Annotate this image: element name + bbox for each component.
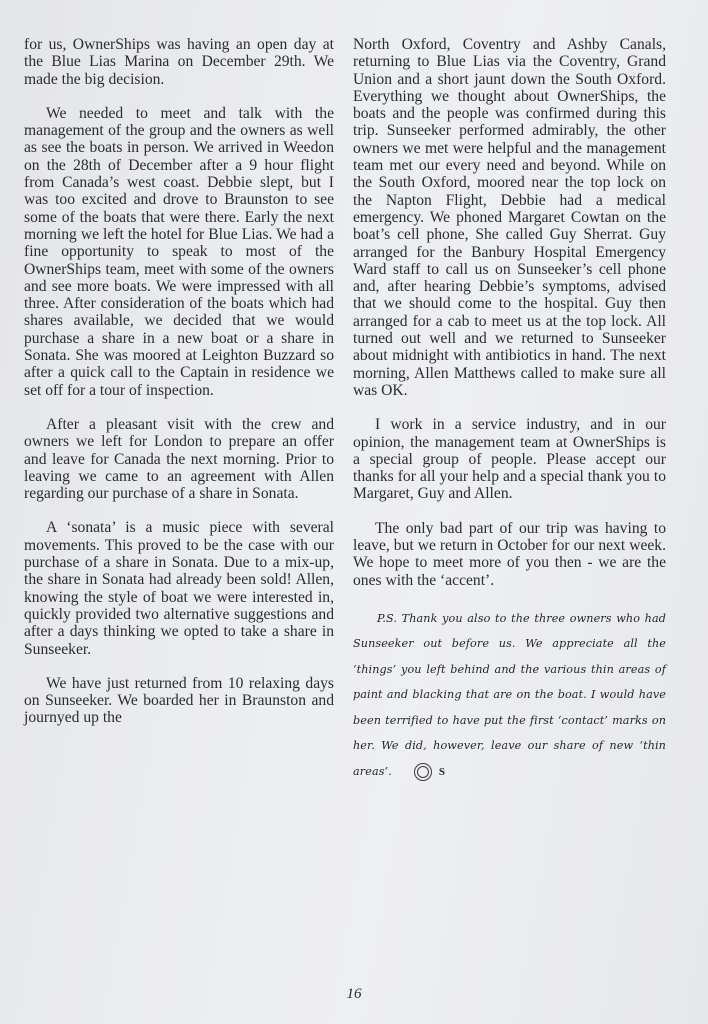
right-paragraph-3: The only bad part of our trip was having to leave, but we return in October for our next week. We hope to meet more of you then - we are the ones with the ‘accent’. <box>353 519 666 589</box>
sunseeker-logo-icon: S <box>414 763 432 781</box>
left-paragraph-3: After a pleasant visit with the crew and owners we left for London to prepare an offer and leave for Canada the next morning. Prior to leaving we came to an agreement with Allen regarding our purchase of a share in Sonata. <box>24 415 334 503</box>
left-column <box>24 36 334 744</box>
postscript-note <box>353 606 666 785</box>
right-column <box>353 36 666 801</box>
right-paragraph-1: North Oxford, Coventry and Ashby Canals, returning to Blue Lias via the Coventry, Grand Union and a short jaunt down the South Oxford. Everything we thought about OwnerShips, the boats and the people was confirmed during this trip. Sunseeker performed admirably, the other owners we met were helpful and the management team met our every need and beyond. While on the South Oxford, moored near the top lock on the Napton Flight, Debbie had a medical emergency. We phoned Margaret Cowtan on the boat’s cell phone, She called Guy Sherrat. Guy arranged for the Banbury Hospital Emergency Ward staff to call us on Sunseeker’s cell phone and, after hearing Debbie’s symptoms, advised that we should come to the hospital. Guy then arranged for a cab to meet us at the top lock. All turned out well and we returned to Sunseeker about midnight with antibiotics in hand. The next morning, Allen Matthews called to make sure all was OK. <box>353 36 666 399</box>
right-paragraph-2: I work in a service industry, and in our opinion, the management team at OwnerShips is a special group of people. Please accept our thanks for all your help and a special thank you to Margaret, Guy and Allen. <box>353 416 666 503</box>
postscript-text: P.S. Thank you also to the three owners who had Sunseeker out before us. We appreciate all the ‘things’ you left behind and the various thin areas of paint and blacking that are on the boat. I would have been terrified to have put the first ‘contact’ marks on her. We did, however, leave our share of new ‘thin areas’. <box>353 611 666 778</box>
page-number: 16 <box>346 986 362 1002</box>
left-paragraph-4: A ‘sonata’ is a music piece with several movements. This proved to be the case with our purchase of a share in Sonata. Due to a mix-up, the share in Sonata had already been sold! Allen, knowing the style of boat we were interested in, quickly provided two alternative suggestions and after a days thinking we opted to take a share in Sunseeker. <box>24 519 334 658</box>
left-paragraph-5: We have just returned from 10 relaxing days on Sunseeker. We boarded her in Braunston and journyed up the <box>24 674 334 727</box>
left-paragraph-2: We needed to meet and talk with the management of the group and the owners as well as see the boats in person. We arrived in Weedon on the 28th of December after a 9 hour flight from Canada’s west coast. Debbie slept, but I was too excited and drove to Braunston to see some of the boats that were there. Early the next morning we left the hotel for Blue Lias. We had a fine opportunity to speak to most of the OwnerShips team, meet with some of the owners and see more boats. We were impressed with all three. After consideration of the boats which had shares available, we decided that we would purchase a share in a new boat or a share in Sonata. She was moored at Leighton Buzzard so after a quick call to the Captain in residence we set off for a tour of inspection. <box>24 104 334 399</box>
left-paragraph-1: for us, OwnerShips was having an open day at the Blue Lias Marina on December 29th. We made the big decision. <box>24 36 334 88</box>
